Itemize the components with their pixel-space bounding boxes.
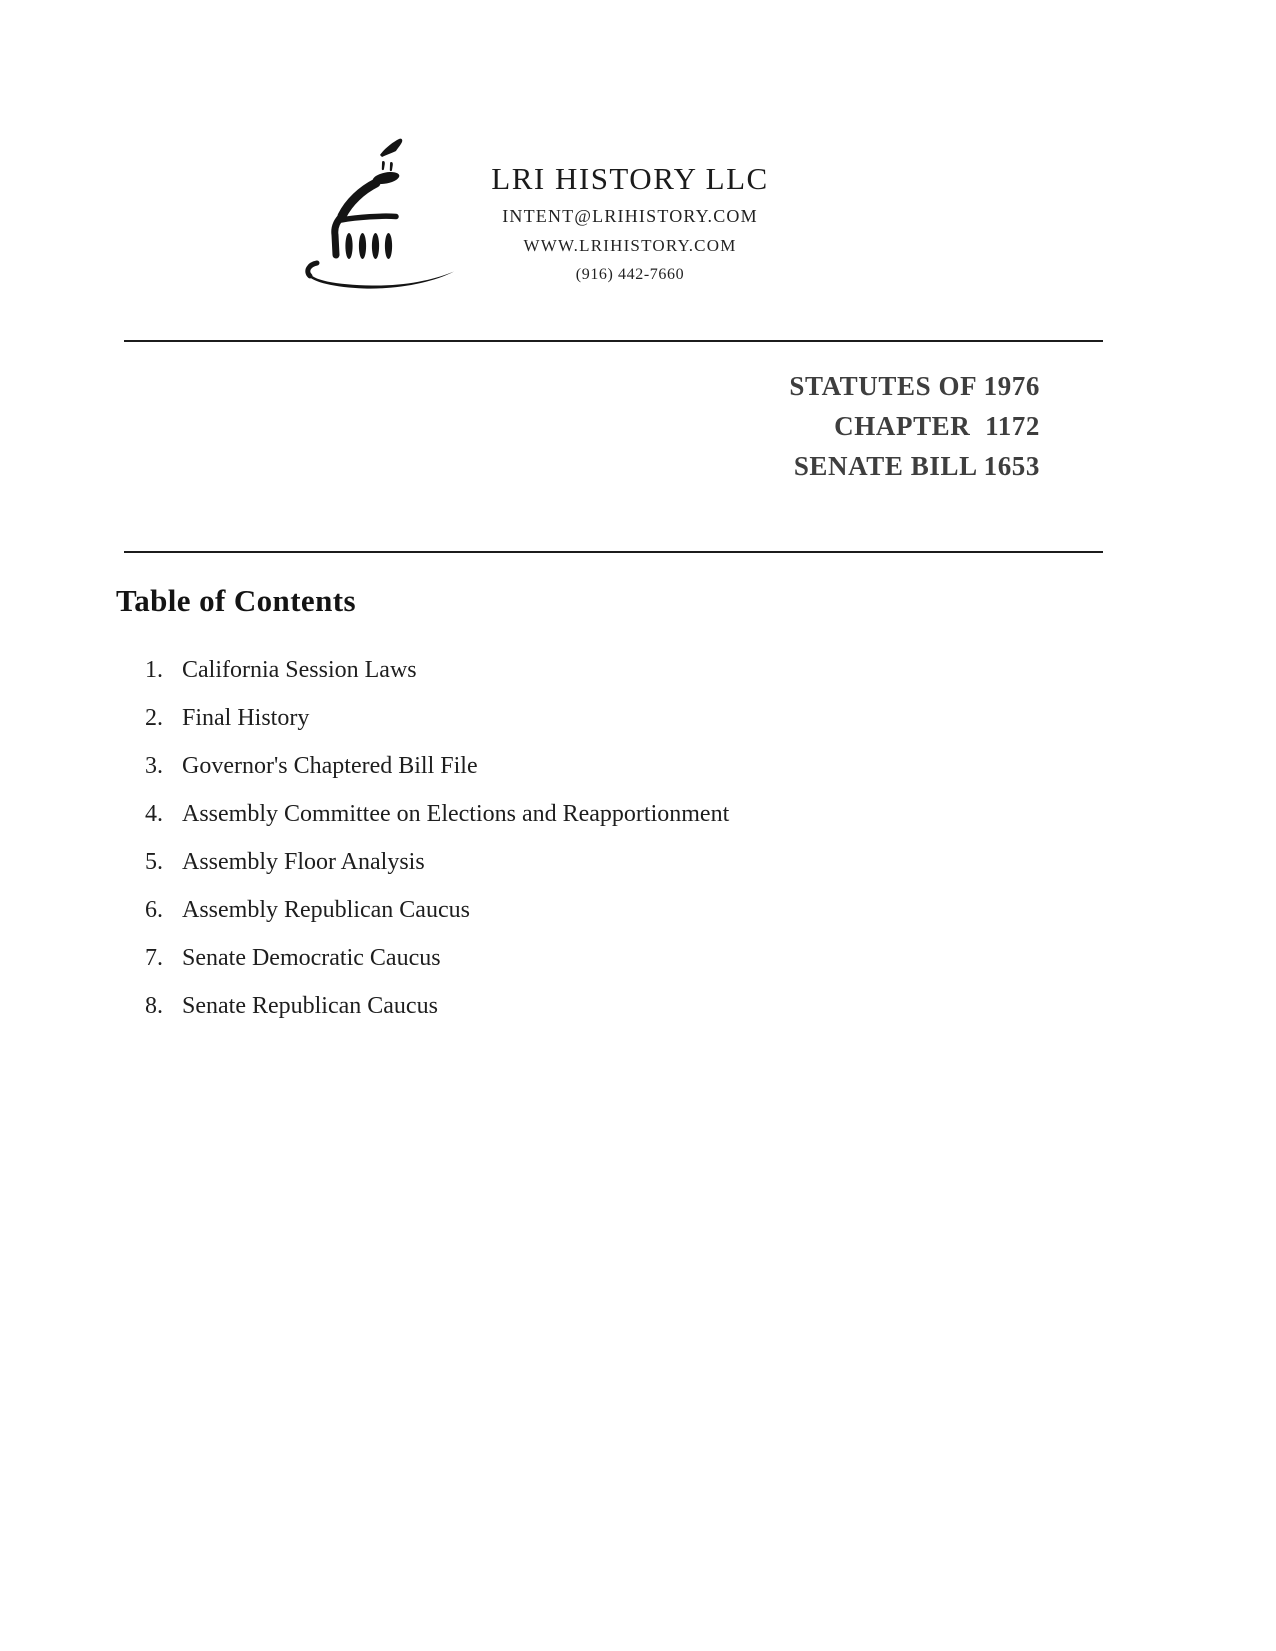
- toc-item: [145, 800, 1095, 848]
- logo-column-3: [372, 233, 379, 259]
- toc-item-number: 1.: [145, 657, 163, 683]
- company-website: WWW.LRIHISTORY.COM: [523, 236, 737, 255]
- toc-item-label: Assembly Republican Caucus: [182, 897, 470, 923]
- toc-item: [145, 656, 1095, 704]
- capitol-dome-logo-svg: [296, 136, 458, 298]
- company-email: INTENT@LRIHISTORY.COM: [502, 206, 758, 226]
- toc-item: [145, 896, 1095, 944]
- toc-item-number: 5.: [145, 849, 163, 875]
- company-phone: (916) 442-7660: [575, 266, 685, 283]
- toc-list: [145, 656, 1095, 1040]
- logo-tick-2: [390, 162, 393, 171]
- toc-title: Table of Contents: [116, 583, 356, 618]
- toc-item: [145, 752, 1095, 800]
- logo-column-4: [385, 233, 392, 259]
- toc-item-number: 7.: [145, 945, 163, 971]
- horizontal-rule-top: [124, 340, 1103, 342]
- horizontal-rule-bottom: [124, 551, 1103, 553]
- logo-column-2: [359, 233, 366, 259]
- statute-reference-block: [789, 366, 1040, 486]
- toc-item-number: 3.: [145, 753, 163, 779]
- senate-bill-line: SENATE BILL 1653: [793, 451, 1040, 481]
- logo-shelf: [341, 216, 396, 220]
- company-name: LRI HISTORY LLC: [491, 161, 769, 196]
- logo-flag: [380, 139, 402, 157]
- toc-item: [145, 704, 1095, 752]
- logo-column-1: [345, 233, 352, 259]
- toc-item-label: Final History: [182, 705, 310, 731]
- toc-item-label: Governor's Chaptered Bill File: [182, 753, 478, 779]
- toc-item-number: 2.: [145, 705, 163, 731]
- logo-tick-1: [382, 161, 385, 170]
- toc-item: [145, 992, 1095, 1040]
- logo-dome-curve: [342, 183, 376, 216]
- toc-item-label: Assembly Committee on Elections and Reapportionment: [182, 801, 730, 827]
- toc-item-label: Senate Democratic Caucus: [182, 945, 441, 971]
- toc-item-number: 8.: [145, 993, 163, 1019]
- toc-item-label: Senate Republican Caucus: [182, 993, 438, 1019]
- toc-item: [145, 944, 1095, 992]
- toc-item-label: California Session Laws: [182, 657, 417, 683]
- logo-base-hook: [308, 263, 317, 276]
- company-header: [468, 160, 792, 285]
- toc-item: [145, 848, 1095, 896]
- capitol-dome-logo: [296, 136, 458, 298]
- logo-base-swoosh: [308, 272, 454, 289]
- toc-item-number: 4.: [145, 801, 163, 827]
- chapter-line: CHAPTER 1172: [834, 411, 1040, 441]
- toc-item-label: Assembly Floor Analysis: [182, 849, 425, 875]
- statutes-line: STATUTES OF 1976: [789, 371, 1040, 401]
- toc-item-number: 6.: [145, 897, 163, 923]
